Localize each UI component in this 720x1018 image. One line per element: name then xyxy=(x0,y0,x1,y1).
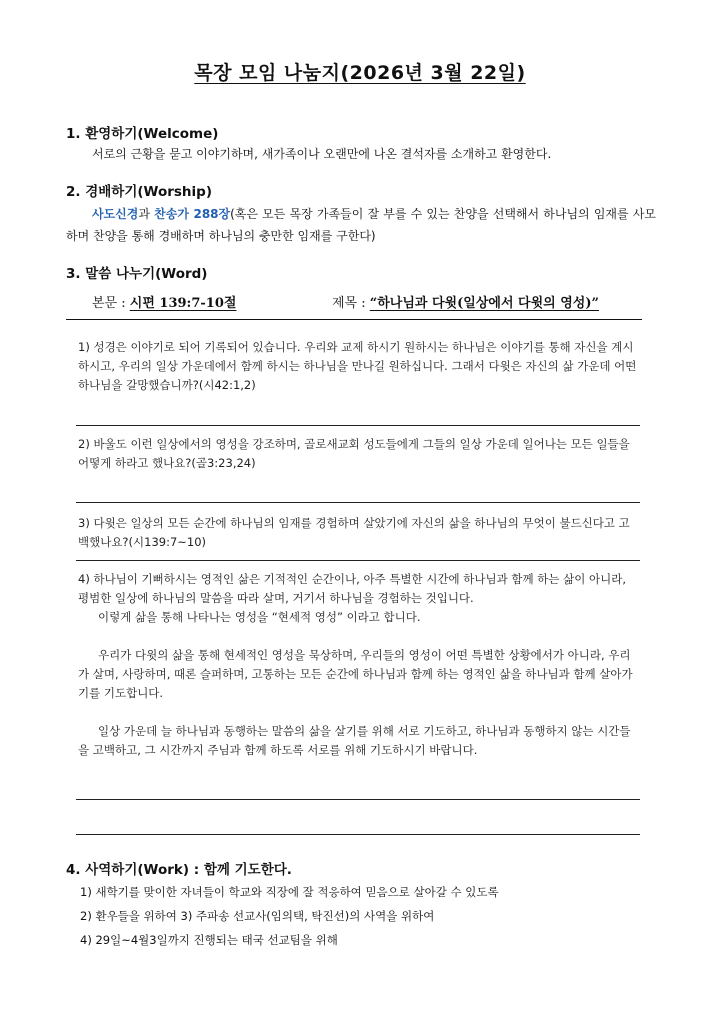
answer-line-4b xyxy=(76,834,640,835)
question-2: 2) 바울도 이런 일상에서의 영성을 강조하며, 골로새교회 성도들에게 그들의 일상 가운데 일어나는 모든 일들을 어떻게 하라고 했나요?(골3:23,24) xyxy=(78,437,630,470)
scripture-line xyxy=(92,292,652,311)
hymn-label: 찬송가 288장 xyxy=(154,207,231,221)
question-1: 1) 성경은 이야기로 되어 기록되어 있습니다. 우리와 교제 하시기 원하시는 하나님은 이야기를 통해 자신을 계시하시고, 우리의 일상 가운데에서 함께 하시는 하나님을 만나길 원하십니다. 그래서 다윗은 자신의 삶 가운데 어떤 하나님을 갈망했습니까?(시42:1,2) xyxy=(78,340,637,392)
welcome-body: 서로의 근황을 묻고 이야기하며, 새가족이나 오랜만에 나온 결석자를 소개하고 환영한다. xyxy=(92,147,552,161)
passage-reference: 시편 139:7-10절 xyxy=(129,296,237,311)
page-title xyxy=(0,58,720,85)
worship-body xyxy=(66,203,656,247)
work-heading: 4. 사역하기(Work) : 함께 기도한다. xyxy=(66,862,292,878)
sermon-title-group xyxy=(332,292,599,311)
answer-line-4a xyxy=(76,799,640,800)
scripture-divider xyxy=(66,319,642,320)
word-heading: 3. 말씀 나누기(Word) xyxy=(66,266,208,282)
question-4-para-4: 일상 가운데 늘 하나님과 동행하는 말씀의 삶을 살기를 위해 서로 기도하고, 하나님과 동행하지 않는 시간들을 고백하고, 그 시간까지 주님과 함께 하도록 서로를 위해 기도하시기 바랍니다. xyxy=(78,724,631,757)
question-4-para-2: 이렇게 삶을 통해 나타나는 영성을 “현세적 영성” 이라고 합니다. xyxy=(98,610,421,624)
page-title-text: 목장 모임 나눔지(2026년 3월 22일) xyxy=(194,62,526,84)
question-3: 3) 다윗은 일상의 모든 순간에 하나님의 임재를 경험하며 살았기에 자신의 삶을 하나님의 무엇이 불드신다고 고백했나요?(시139:7~10) xyxy=(78,516,630,549)
sermon-title-label: 제목 : xyxy=(332,296,370,311)
prayer-item-2: 2) 환우들을 위하여 3) 주파송 선교사(임의택, 탁진선)의 사역을 위하여 xyxy=(80,909,435,923)
worship-conj: 과 xyxy=(138,207,155,221)
creed-label: 사도신경 xyxy=(92,207,139,221)
sermon-title: “하나님과 다윗(일상에서 다윗의 영성)” xyxy=(369,296,599,311)
passage-label: 본문 : xyxy=(92,296,130,311)
worship-body-text: (혹은 모든 목장 가족들이 잘 부를 수 있는 찬양을 선택해서 하나님의 임재를 사모하며 찬양을 통해 경배하며 하나님의 충만한 임재를 구한다) xyxy=(66,207,656,243)
question-4 xyxy=(78,570,638,760)
question-4-para-1: 4) 하나님이 기뻐하시는 영적인 삶은 기적적인 순간이나, 아주 특별한 시간에 하나님과 함께 하는 삶이 아니라, 평범한 일상에 하나님의 말씀을 따라 살며, 거기서 하나님을 경험하는 것입니다. xyxy=(78,572,626,605)
answer-line-2 xyxy=(76,502,640,503)
question-4-para-3: 우리가 다윗의 삶을 통해 현세적인 영성을 묵상하며, 우리들의 영성이 어떤 특별한 상황에서가 아니라, 우리가 살며, 사랑하며, 때론 슬퍼하며, 고통하는 모든 순간에 하나님과 함께 하는 영적인 삶을 하나님과 함께 살아가기를 기도합니다. xyxy=(78,648,633,700)
welcome-heading: 1. 환영하기(Welcome) xyxy=(66,126,219,142)
answer-line-1 xyxy=(76,425,640,426)
answer-line-3 xyxy=(76,560,640,561)
worship-heading: 2. 경배하기(Worship) xyxy=(66,184,213,200)
prayer-item-1: 1) 새학기를 맞이한 자녀들이 학교와 직장에 잘 적응하여 믿음으로 살아갈 수 있도록 xyxy=(80,885,499,899)
prayer-item-3: 4) 29일~4월3일까지 진행되는 태국 선교팀을 위해 xyxy=(80,933,338,947)
